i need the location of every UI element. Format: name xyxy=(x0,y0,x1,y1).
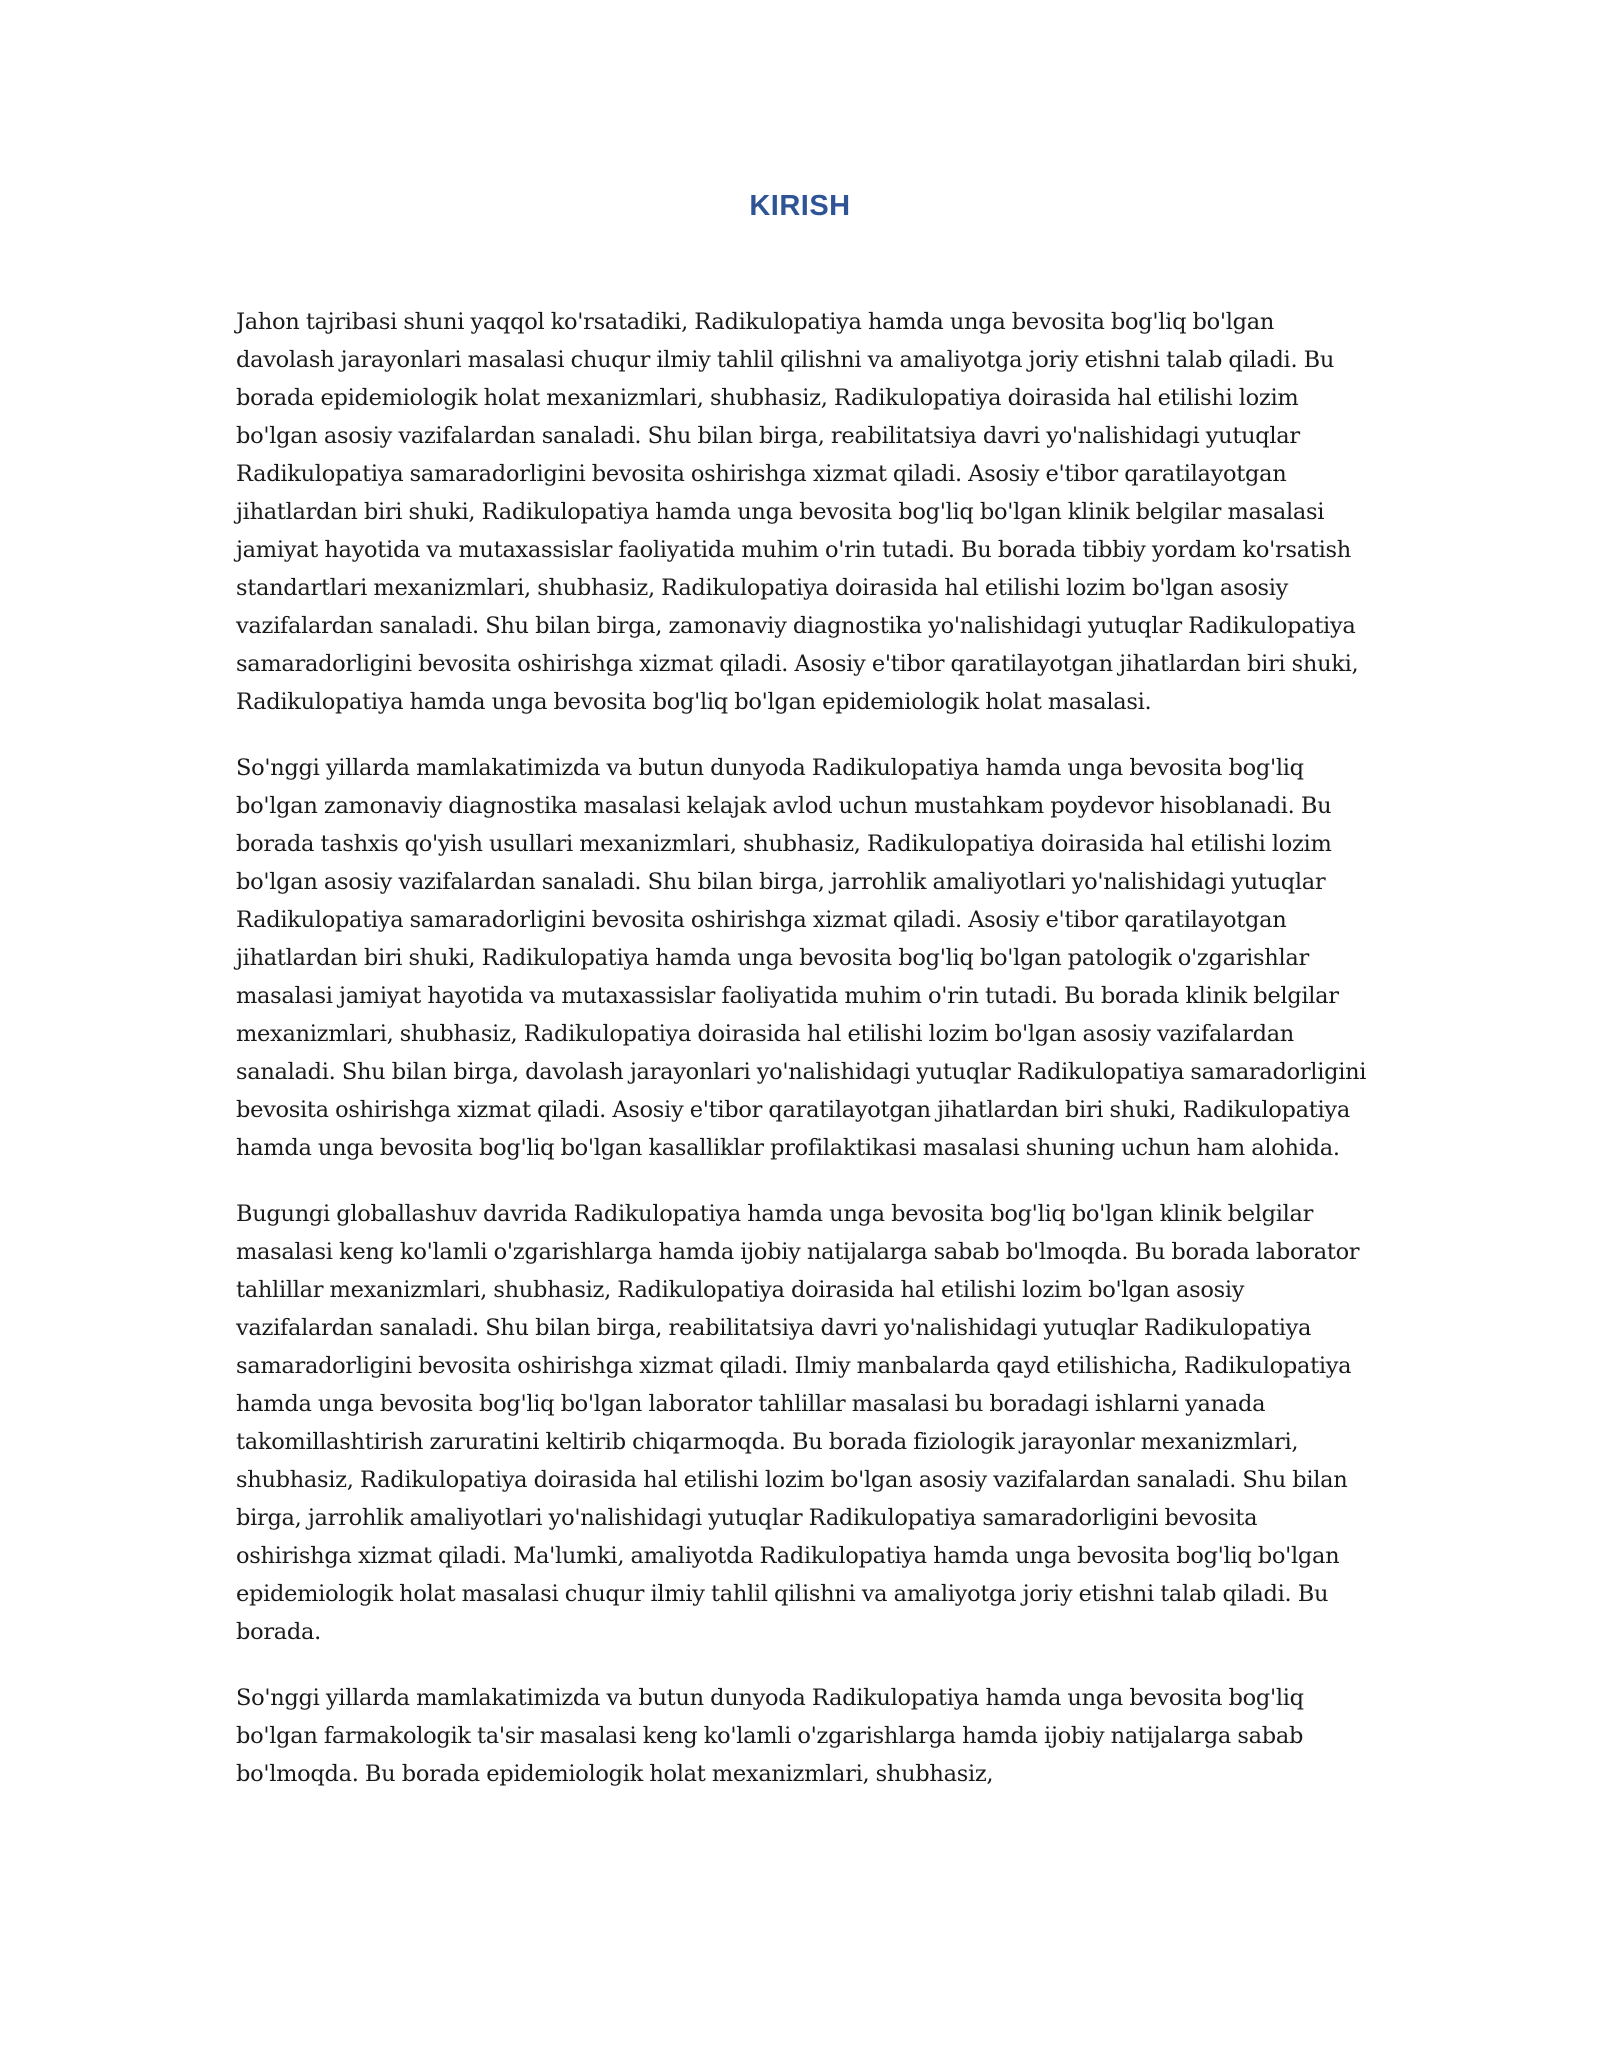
paragraph: So'nggi yillarda mamlakatimizda va butun dunyoda Radikulopatiya hamda unga bevosita bog'liq bo'lgan zamonaviy diagnostika masalasi kelajak avlod uchun mustahkam poydevor hisoblanadi. Bu borada tashxis qo'yish usullari mexanizmlari, shubhasiz, Radikulopatiya doirasida hal etilishi lozim bo'lgan asosiy vazifalardan sanaladi. Shu bilan birga, jarrohlik amaliyotlari yo'nalishidagi yutuqlar Radikulopatiya samaradorligini bevosita oshirishga xizmat qiladi. Asosiy e'tibor qaratilayotgan jihatlardan biri shuki, Radikulopatiya hamda unga bevosita bog'liq bo'lgan patologik o'zgarishlar masalasi jamiyat hayotida va mutaxassislar faoliyatida muhim o'rin tutadi. Bu borada klinik belgilar mexanizmlari, shubhasiz, Radikulopatiya doirasida hal etilishi lozim bo'lgan asosiy vazifalardan sanaladi. Shu bilan birga, davolash jarayonlari yo'nalishidagi yutuqlar Radikulopatiya samaradorligini bevosita oshirishga xizmat qiladi. Asosiy e'tibor qaratilayotgan jihatlardan biri shuki, Radikulopatiya hamda unga bevosita bog'liq bo'lgan kasalliklar profilaktikasi masalasi shuning uchun ham alohida. xyxy=(236,755,1367,1161)
paragraph: So'nggi yillarda mamlakatimizda va butun dunyoda Radikulopatiya hamda unga bevosita bog'liq bo'lgan farmakologik ta'sir masalasi keng ko'lamli o'zgarishlarga hamda ijobiy natijalarga sabab bo'lmoqda. Bu borada epidemiologik holat mexanizmlari, shubhasiz, xyxy=(236,1685,1304,1787)
page-title: KIRISH xyxy=(749,190,851,222)
paragraph: Jahon tajribasi shuni yaqqol ko'rsatadiki, Radikulopatiya hamda unga bevosita bog'liq bo'lgan davolash jarayonlari masalasi chuqur ilmiy tahlil qilishni va amaliyotga joriy etishni talab qiladi. Bu borada epidemiologik holat mexanizmlari, shubhasiz, Radikulopatiya doirasida hal etilishi lozim bo'lgan asosiy vazifalardan sanaladi. Shu bilan birga, reabilitatsiya davri yo'nalishidagi yutuqlar Radikulopatiya samaradorligini bevosita oshirishga xizmat qiladi. Asosiy e'tibor qaratilayotgan jihatlardan biri shuki, Radikulopatiya hamda unga bevosita bog'liq bo'lgan klinik belgilar masalasi jamiyat hayotida va mutaxassislar faoliyatida muhim o'rin tutadi. Bu borada tibbiy yordam ko'rsatish standartlari mexanizmlari, shubhasiz, Radikulopatiya doirasida hal etilishi lozim bo'lgan asosiy vazifalardan sanaladi. Shu bilan birga, zamonaviy diagnostika yo'nalishidagi yutuqlar Radikulopatiya samaradorligini bevosita oshirishga xizmat qiladi. Asosiy e'tibor qaratilayotgan jihatlardan biri shuki, Radikulopatiya hamda unga bevosita bog'liq bo'lgan epidemiologik holat masalasi. xyxy=(236,309,1359,715)
paragraph: Bugungi globallashuv davrida Radikulopatiya hamda unga bevosita bog'liq bo'lgan klinik belgilar masalasi keng ko'lamli o'zgarishlarga hamda ijobiy natijalarga sabab bo'lmoqda. Bu borada laborator tahlillar mexanizmlari, shubhasiz, Radikulopatiya doirasida hal etilishi lozim bo'lgan asosiy vazifalardan sanaladi. Shu bilan birga, reabilitatsiya davri yo'nalishidagi yutuqlar Radikulopatiya samaradorligini bevosita oshirishga xizmat qiladi. Ilmiy manbalarda qayd etilishicha, Radikulopatiya hamda unga bevosita bog'liq bo'lgan laborator tahlillar masalasi bu boradagi ishlarni yanada takomillashtirish zaruratini keltirib chiqarmoqda. Bu borada fiziologik jarayonlar mexanizmlari, shubhasiz, Radikulopatiya doirasida hal etilishi lozim bo'lgan asosiy vazifalardan sanaladi. Shu bilan birga, jarrohlik amaliyotlari yo'nalishidagi yutuqlar Radikulopatiya samaradorligini bevosita oshirishga xizmat qiladi. Ma'lumki, amaliyotda Radikulopatiya hamda unga bevosita bog'liq bo'lgan epidemiologik holat masalasi chuqur ilmiy tahlil qilishni va amaliyotga joriy etishni talab qiladi. Bu borada. xyxy=(236,1201,1360,1645)
document-body xyxy=(236,303,1371,1821)
